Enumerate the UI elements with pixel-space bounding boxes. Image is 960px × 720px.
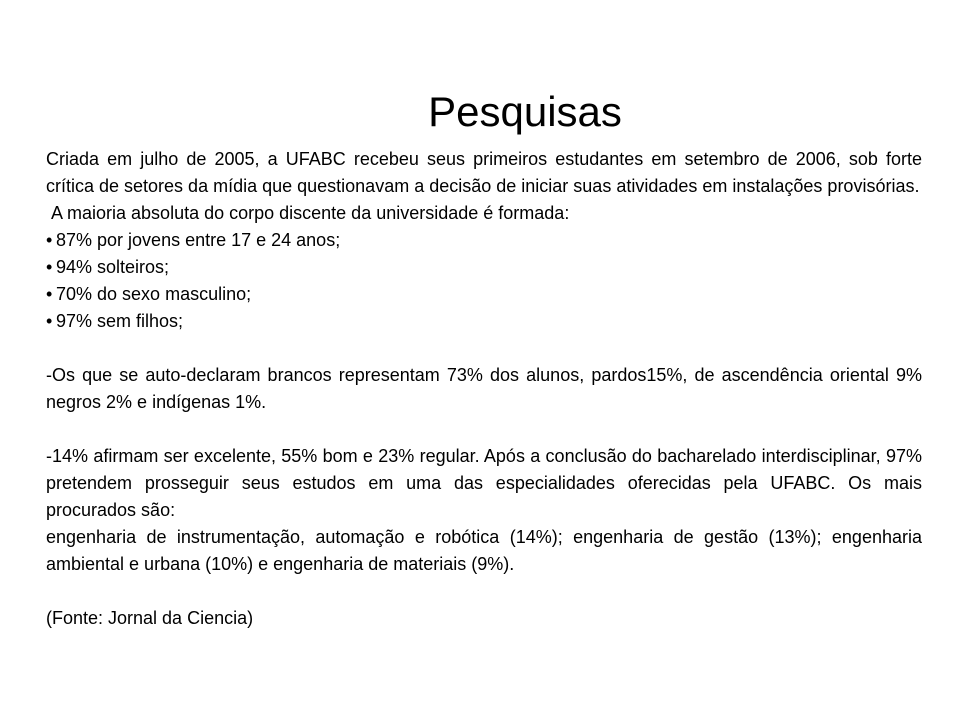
bullet-icon: • xyxy=(46,284,53,304)
bullet-text: 94% solteiros; xyxy=(56,257,170,277)
bullet-icon: • xyxy=(46,257,53,277)
spacer xyxy=(46,416,922,443)
spacer xyxy=(46,335,922,362)
bullet-text: 70% do sexo masculino; xyxy=(56,284,252,304)
courses-paragraph: engenharia de instrumentação, automação e robótica (14%); engenharia de gestão (13%); engenharia ambiental e urbana (10%) e engenharia de materiais (9%). xyxy=(46,527,922,574)
bullet-item xyxy=(46,227,922,254)
race-paragraph: -Os que se auto-declaram brancos representam 73% dos alunos, pardos15%, de ascendência oriental 9% negros 2% e indígenas 1%. xyxy=(46,365,922,412)
bullet-text: 97% sem filhos; xyxy=(56,311,184,331)
bullet-text: 87% por jovens entre 17 e 24 anos; xyxy=(56,230,341,250)
bullet-item xyxy=(46,308,922,335)
slide-title: Pesquisas xyxy=(428,88,622,135)
bullet-icon: • xyxy=(46,311,53,331)
bullet-item xyxy=(46,281,922,308)
lead-text: A maioria absoluta do corpo discente da universidade é formada: xyxy=(51,203,570,223)
rating-paragraph: -14% afirmam ser excelente, 55% bom e 23% regular. Após a conclusão do bacharelado interdisciplinar, 97% pretendem prosseguir seus estudos em uma das especialidades oferecidas pela UFABC. Os mais procurados são: xyxy=(46,446,922,520)
spacer xyxy=(46,578,922,605)
stats-bullet-list xyxy=(46,227,922,335)
intro-paragraph: Criada em julho de 2005, a UFABC recebeu seus primeiros estudantes em setembro de 2006, sob forte crítica de setores da mídia que questionavam a decisão de iniciar suas atividades em instalações provisórias. xyxy=(46,149,922,196)
slide-content xyxy=(46,146,922,632)
source-citation: (Fonte: Jornal da Ciencia) xyxy=(46,608,254,628)
bullet-icon: • xyxy=(46,230,53,250)
bullet-item xyxy=(46,254,922,281)
